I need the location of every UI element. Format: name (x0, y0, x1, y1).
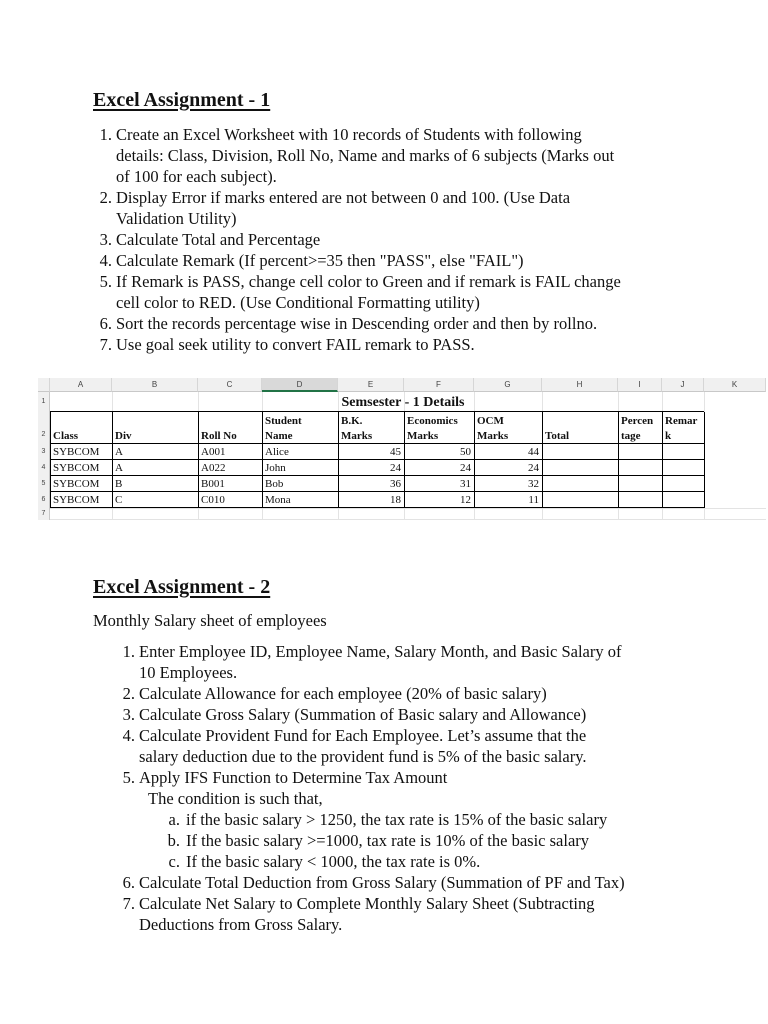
spreadsheet (38, 378, 766, 520)
cell-eco[interactable]: 12 (460, 494, 471, 506)
column-header-g[interactable]: G (474, 378, 542, 392)
cell-name[interactable]: John (265, 462, 286, 474)
list-item: 3. Calculate Total and Percentage (99, 230, 321, 249)
list-item: 1. Create an Excel Worksheet with 10 records of Students with following details: Class, Division, Roll No, Name and marks of 6 subjects (Marks out of 100 for each subject). (99, 125, 615, 186)
row-header-3[interactable]: 3 (38, 444, 50, 460)
cell-class[interactable]: SYBCOM (53, 478, 100, 490)
cell-roll[interactable]: A022 (201, 462, 226, 474)
column-header-e[interactable]: E (338, 378, 404, 392)
assignment-1-list (99, 124, 716, 355)
cell-eco[interactable]: 31 (460, 478, 471, 490)
header-bk-line1[interactable]: B.K. (341, 415, 363, 427)
list-item: b. If the basic salary >=1000, tax rate is 10% of the basic salary (167, 831, 590, 850)
cell-eco[interactable]: 24 (460, 462, 471, 474)
list-item: 6. Calculate Total Deduction from Gross Salary (Summation of PF and Tax) (122, 873, 625, 892)
cell-ocm[interactable]: 11 (528, 494, 539, 506)
row-header-5[interactable]: 5 (38, 476, 50, 492)
assignment-2-list (122, 641, 739, 935)
cell-ocm[interactable]: 32 (528, 478, 539, 490)
header-remark-line2[interactable]: k (665, 430, 672, 442)
column-header-b[interactable]: B (112, 378, 198, 392)
list-item: 5. Apply IFS Function to Determine Tax Amount The condition is such that, a. if the basic salary > 1250, the tax rate is 15% of the basic salary b. If the basic salary >=1000, tax rate is 10% of the basic salary c. If the basic salary < 1000, the tax rate is 0%. (139, 767, 739, 872)
column-header-i[interactable]: I (618, 378, 662, 392)
cell-class[interactable]: SYBCOM (53, 494, 100, 506)
header-class[interactable]: Class (53, 430, 79, 442)
cell-eco[interactable]: 50 (460, 446, 471, 458)
cell-name[interactable]: Alice (265, 446, 289, 458)
header-percentage-line2[interactable]: tage (621, 430, 641, 442)
list-item: a. if the basic salary > 1250, the tax rate is 15% of the basic salary (168, 810, 608, 829)
cell-div[interactable]: A (115, 462, 123, 474)
cell-class[interactable]: SYBCOM (53, 446, 100, 458)
list-item: 5. If Remark is PASS, change cell color to Green and if remark is FAIL change cell color to RED. (Use Conditional Formatting utility) (99, 272, 621, 312)
cell-roll[interactable]: B001 (201, 478, 225, 490)
header-percentage-line1[interactable]: Percen (621, 415, 654, 427)
row-header-2[interactable]: 2 (38, 412, 50, 444)
cell-roll[interactable]: C010 (201, 494, 225, 506)
cell-roll[interactable]: A001 (201, 446, 226, 458)
row-header-7[interactable]: 7 (38, 508, 50, 520)
cell-bk[interactable]: 18 (390, 494, 401, 506)
list-item: 1. Enter Employee ID, Employee Name, Salary Month, and Basic Salary of 10 Employees. (122, 642, 622, 682)
header-ocm-line2[interactable]: Marks (477, 430, 509, 442)
list-item: 4. Calculate Remark (If percent>=35 then "PASS", else "FAIL") (99, 251, 524, 270)
assignment-2-heading: Excel Assignment - 2 (93, 576, 271, 598)
header-roll-no[interactable]: Roll No (201, 430, 237, 442)
header-remark-line1[interactable]: Remar (665, 415, 698, 427)
cell-ocm[interactable]: 24 (528, 462, 539, 474)
condition-intro: The condition is such that, (148, 789, 323, 808)
cell-div[interactable]: B (115, 478, 123, 490)
assignment-1-heading: Excel Assignment - 1 (93, 89, 271, 111)
column-header-k[interactable]: K (704, 378, 766, 392)
select-all-corner[interactable] (38, 378, 50, 392)
column-header-j[interactable]: J (662, 378, 704, 392)
list-item: 7. Use goal seek utility to convert FAIL remark to PASS. (99, 335, 475, 354)
cell-bk[interactable]: 36 (390, 478, 401, 490)
cell-class[interactable]: SYBCOM (53, 462, 100, 474)
column-header-a[interactable]: A (50, 378, 112, 392)
column-header-f[interactable]: F (404, 378, 474, 392)
list-item: 4. Calculate Provident Fund for Each Employee. Let’s assume that the salary deduction due to the provident fund is 5% of the basic salary. (122, 726, 587, 766)
row-header-6[interactable]: 6 (38, 492, 50, 508)
header-div[interactable]: Div (115, 430, 132, 442)
list-item: 2. Display Error if marks entered are not between 0 and 100. (Use Data Validation Utility) (99, 188, 571, 228)
cell-div[interactable]: C (115, 494, 123, 506)
header-total[interactable]: Total (545, 430, 570, 442)
cell-ocm[interactable]: 44 (528, 446, 539, 458)
row-header-4[interactable]: 4 (38, 460, 50, 476)
cell-bk[interactable]: 24 (390, 462, 401, 474)
sheet-title[interactable]: Semsester - 1 Details (341, 395, 465, 410)
header-student-name-line2[interactable]: Name (265, 430, 293, 442)
header-student-name-line1[interactable]: Student (265, 415, 302, 427)
list-item: 6. Sort the records percentage wise in Descending order and then by rollno. (99, 314, 598, 333)
row-header-1[interactable]: 1 (38, 392, 50, 412)
column-header-d[interactable]: D (262, 378, 338, 392)
cell-name[interactable]: Bob (265, 478, 284, 490)
header-bk-line2[interactable]: Marks (341, 430, 373, 442)
column-header-h[interactable]: H (542, 378, 618, 392)
list-item: 7. Calculate Net Salary to Complete Monthly Salary Sheet (Subtracting Deductions from Gross Salary. (122, 894, 595, 934)
cell-bk[interactable]: 45 (390, 446, 401, 458)
tax-conditions-list (139, 809, 739, 872)
column-header-c[interactable]: C (198, 378, 262, 392)
cell-div[interactable]: A (115, 446, 123, 458)
list-item: c. If the basic salary < 1000, the tax rate is 0%. (168, 852, 481, 871)
header-economics-line1[interactable]: Economics (407, 415, 458, 427)
header-economics-line2[interactable]: Marks (407, 430, 439, 442)
cell-name[interactable]: Mona (265, 494, 291, 506)
header-ocm-line1[interactable]: OCM (477, 415, 504, 427)
list-item: 2. Calculate Allowance for each employee (20% of basic salary) (122, 684, 547, 703)
list-item: 3. Calculate Gross Salary (Summation of Basic salary and Allowance) (122, 705, 587, 724)
assignment-2-intro: Monthly Salary sheet of employees (93, 611, 327, 630)
